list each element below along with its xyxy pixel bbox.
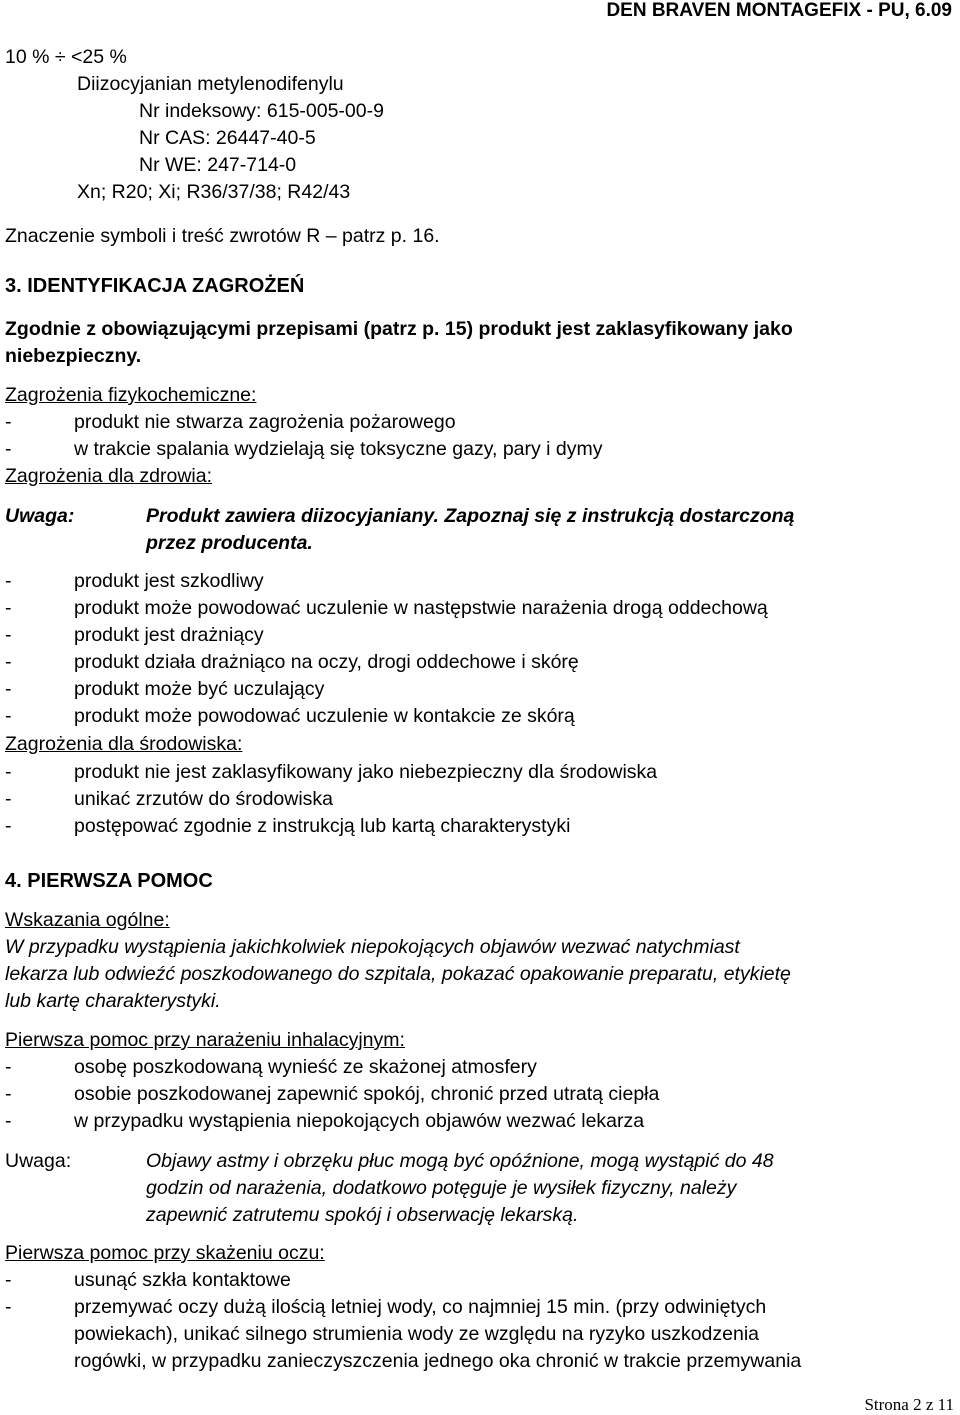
list-item-text: przemywać oczy dużą ilością letniej wody, co najmniej 15 min. (przy odwiniętych bbox=[74, 1296, 767, 1318]
ec-number: Nr WE: 247-714-0 bbox=[139, 154, 297, 176]
section-3-title: 3. IDENTYFIKACJA ZAGROŻEŃ bbox=[5, 275, 305, 297]
list-item-continuation: rogówki, w przypadku zanieczyszczenia jednego oka chronić w trakcie przemywania bbox=[74, 1350, 802, 1372]
dash: - bbox=[5, 1110, 12, 1132]
dash: - bbox=[5, 788, 12, 810]
warning-text-line2: przez producenta. bbox=[146, 532, 313, 554]
health-heading: Zagrożenia dla zdrowia: bbox=[5, 465, 213, 487]
general-text-line1: W przypadku wystąpienia jakichkolwiek niepokojących objawów wezwać natychmiast bbox=[5, 936, 740, 958]
list-item-text: postępować zgodnie z instrukcją lub kartą charakterystyki bbox=[74, 815, 571, 837]
component-name: Diizocyjanian metylenodifenylu bbox=[77, 73, 344, 95]
dash: - bbox=[5, 597, 12, 619]
dash: - bbox=[5, 1269, 12, 1291]
page-number: Strona 2 z 11 bbox=[864, 1395, 954, 1414]
classification-text-line2: niebezpieczny. bbox=[5, 345, 142, 367]
environment-heading: Zagrożenia dla środowiska: bbox=[5, 733, 243, 755]
dash: - bbox=[5, 1056, 12, 1078]
list-item-text: osobę poszkodowaną wynieść ze skażonej atmosfery bbox=[74, 1056, 537, 1078]
document-header: DEN BRAVEN MONTAGEFIX - PU, 6.09 bbox=[606, 0, 952, 21]
dash: - bbox=[5, 438, 12, 460]
general-text-line2: lekarza lub odwieźć poszkodowanego do szpitala, pokazać opakowanie preparatu, etykietę bbox=[5, 963, 791, 985]
list-item-text: usunąć szkła kontaktowe bbox=[74, 1269, 291, 1291]
dash: - bbox=[5, 570, 12, 592]
list-item-text: produkt może powodować uczulenie w kontakcie ze skórą bbox=[74, 705, 575, 727]
dash: - bbox=[5, 815, 12, 837]
list-item-text: produkt nie stwarza zagrożenia pożarowego bbox=[74, 411, 456, 433]
classification-text-line1: Zgodnie z obowiązującymi przepisami (patrz p. 15) produkt jest zaklasyfikowany jako bbox=[5, 318, 793, 340]
list-item-text: w przypadku wystąpienia niepokojących objawów wezwać lekarza bbox=[74, 1110, 645, 1132]
dash: - bbox=[5, 761, 12, 783]
note-text-line3: zapewnić zatrutemu spokój i obserwację lekarską. bbox=[146, 1204, 579, 1226]
dash: - bbox=[5, 651, 12, 673]
list-item-text: produkt może być uczulający bbox=[74, 678, 325, 700]
symbols-note: Znaczenie symboli i treść zwrotów R – patrz p. 16. bbox=[5, 225, 440, 247]
section-4-title: 4. PIERWSZA POMOC bbox=[5, 870, 213, 892]
eye-heading: Pierwsza pomoc przy skażeniu oczu: bbox=[5, 1242, 325, 1264]
general-heading: Wskazania ogólne: bbox=[5, 909, 170, 931]
warning-label: Uwaga: bbox=[5, 505, 75, 527]
dash: - bbox=[5, 1083, 12, 1105]
concentration-range: 10 % ÷ <25 % bbox=[5, 46, 127, 68]
dash: - bbox=[5, 705, 12, 727]
general-text-line3: lub kartę charakterystyki. bbox=[5, 990, 221, 1012]
index-number: Nr indeksowy: 615-005-00-9 bbox=[139, 100, 384, 122]
note-text-line2: godzin od narażenia, dodatkowo potęguje je wysiłek fizyczny, należy bbox=[146, 1177, 737, 1199]
dash: - bbox=[5, 624, 12, 646]
note-label: Uwaga: bbox=[5, 1150, 72, 1172]
dash: - bbox=[5, 678, 12, 700]
list-item-text: unikać zrzutów do środowiska bbox=[74, 788, 334, 810]
list-item-text: osobie poszkodowanej zapewnić spokój, chronić przed utratą ciepła bbox=[74, 1083, 660, 1105]
list-item-text: produkt może powodować uczulenie w następstwie narażenia drogą oddechową bbox=[74, 597, 768, 619]
cas-number: Nr CAS: 26447-40-5 bbox=[139, 127, 316, 149]
hazard-codes: Xn; R20; Xi; R36/37/38; R42/43 bbox=[77, 181, 351, 203]
list-item-text: w trakcie spalania wydzielają się toksyczne gazy, pary i dymy bbox=[74, 438, 603, 460]
list-item-text: produkt jest szkodliwy bbox=[74, 570, 264, 592]
inhalation-heading: Pierwsza pomoc przy narażeniu inhalacyjnym: bbox=[5, 1029, 405, 1051]
list-item-text: produkt działa drażniąco na oczy, drogi oddechowe i skórę bbox=[74, 651, 579, 673]
list-item-text: produkt jest drażniący bbox=[74, 624, 264, 646]
list-item-text: produkt nie jest zaklasyfikowany jako niebezpieczny dla środowiska bbox=[74, 761, 658, 783]
list-item-continuation: powiekach), unikać silnego strumienia wody ze względu na ryzyko uszkodzenia bbox=[74, 1323, 760, 1345]
dash: - bbox=[5, 1296, 12, 1318]
dash: - bbox=[5, 411, 12, 433]
warning-text-line1: Produkt zawiera diizocyjaniany. Zapoznaj się z instrukcją dostarczoną bbox=[146, 505, 795, 527]
physchem-heading: Zagrożenia fizykochemiczne: bbox=[5, 384, 257, 406]
note-text-line1: Objawy astmy i obrzęku płuc mogą być opóźnione, mogą wystąpić do 48 bbox=[146, 1150, 774, 1172]
